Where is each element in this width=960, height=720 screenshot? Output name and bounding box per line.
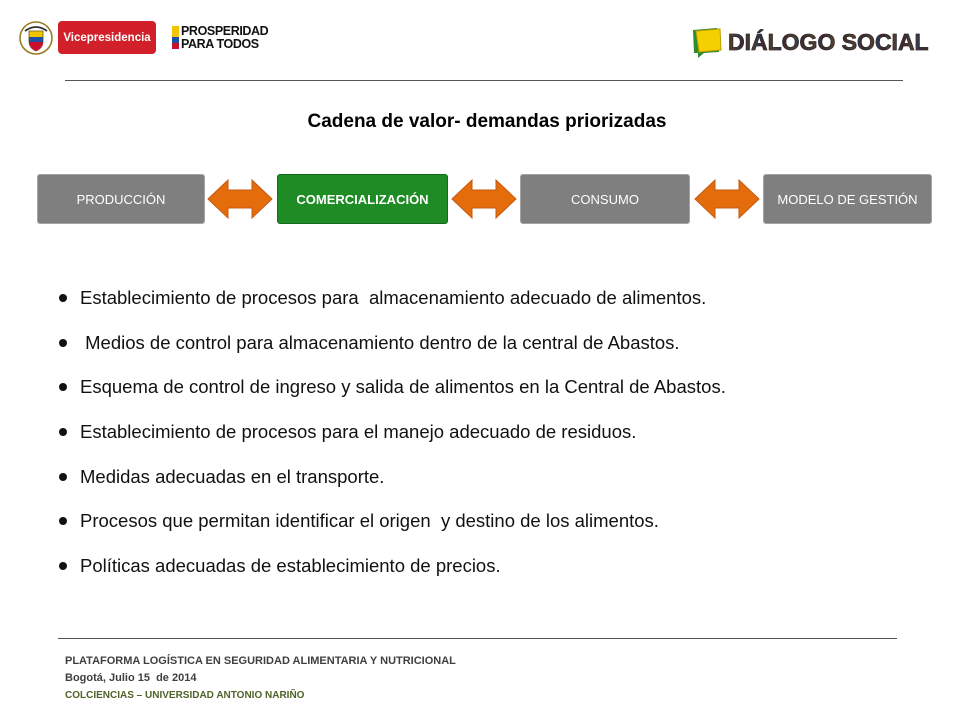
dialogo-social-logo: DIÁLOGO SOCIAL (728, 26, 929, 58)
bullet-dot-icon (59, 562, 67, 570)
list-item (0, 544, 960, 589)
list-item (0, 410, 960, 455)
vicepresidencia-logo (58, 21, 156, 54)
flag-stripe-icon (172, 26, 179, 49)
header-divider (65, 80, 903, 81)
chain-step-modelo-de-gestion: MODELO DE GESTIÓN (763, 174, 932, 224)
footer-institutions: COLCIENCIAS – UNIVERSIDAD ANTONIO NARIÑO (65, 690, 305, 701)
bullet-dot-icon (59, 383, 67, 391)
bullet-text: Esquema de control de ingreso y salida de alimentos en la Central de Abastos. (80, 376, 726, 398)
list-item (0, 455, 960, 500)
bullet-text: Medidas adecuadas en el transporte. (80, 465, 385, 487)
prosperidad-para-todos-logo (172, 25, 274, 51)
list-item (0, 499, 960, 544)
double-arrow-icon (451, 178, 517, 220)
footer-divider (58, 638, 897, 639)
bullet-dot-icon (59, 339, 67, 347)
footer-project-title: PLATAFORMA LOGÍSTICA EN SEGURIDAD ALIMENTARIA Y NUTRICIONAL (65, 655, 456, 667)
chain-step-consumo: CONSUMO (520, 174, 690, 224)
list-item (0, 365, 960, 410)
prosperidad-logo-line2: PARA TODOS (181, 36, 259, 51)
bullet-dot-icon (59, 294, 67, 302)
vicepresidencia-logo-text: Vicepresidencia (63, 31, 151, 44)
coat-of-arms-icon (18, 20, 54, 56)
double-arrow-icon (207, 178, 273, 220)
footer-date: Bogotá, Julio 15 de 2014 (65, 672, 197, 684)
bullet-dot-icon (59, 428, 67, 436)
bullet-dot-icon (59, 473, 67, 481)
bullet-text: Establecimiento de procesos para el manejo adecuado de residuos. (80, 421, 637, 443)
bullet-list (0, 276, 960, 589)
chain-step-produccion: PRODUCCIÓN (37, 174, 205, 224)
list-item (0, 276, 960, 321)
prosperidad-logo-line1: PROSPERIDAD (181, 24, 269, 38)
list-item (0, 321, 960, 366)
bullet-dot-icon (59, 517, 67, 525)
bullet-text: Establecimiento de procesos para almacenamiento adecuado de alimentos. (80, 287, 707, 308)
bullet-text: Procesos que permitan identificar el origen y destino de los alimentos. (80, 510, 659, 532)
speech-bubble-icon (690, 25, 724, 59)
bullet-text: Medios de control para almacenamiento dentro de la central de Abastos. (80, 331, 680, 353)
bullet-text: Políticas adecuadas de establecimiento de precios. (80, 555, 501, 577)
slide-title: Cadena de valor- demandas priorizadas (307, 111, 667, 132)
chain-step-comercializacion: COMERCIALIZACIÓN (277, 174, 448, 224)
double-arrow-icon (694, 178, 760, 220)
